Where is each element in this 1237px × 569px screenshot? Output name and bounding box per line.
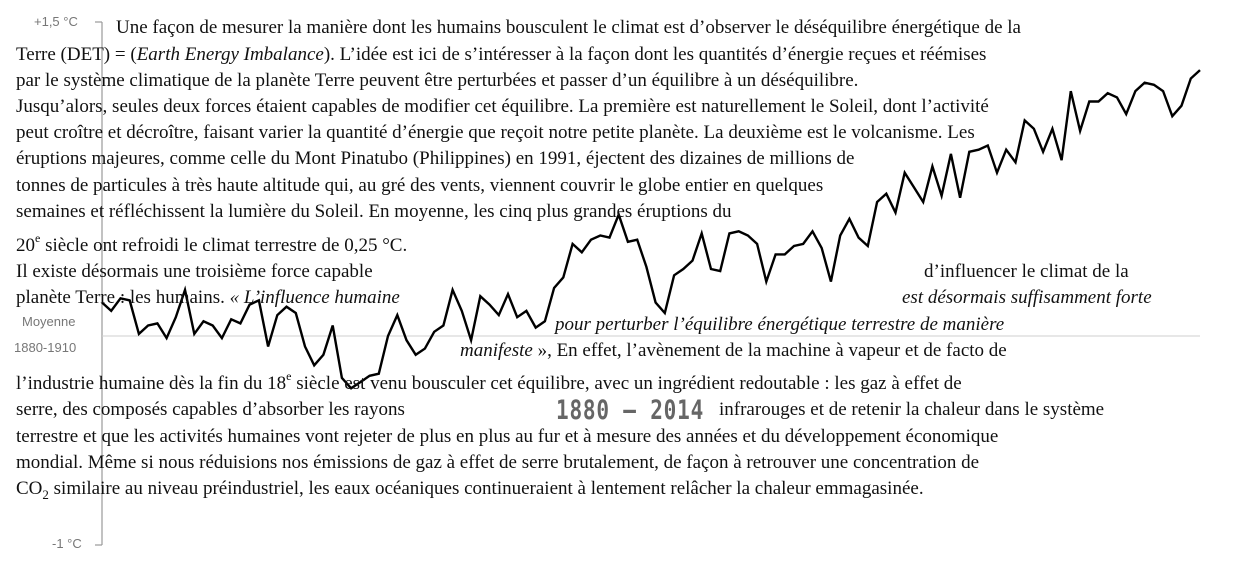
text-line-8: semaines et réfléchissent la lumière du Soleil. En moyenne, les cinq plus grandes éruptions du xyxy=(16,201,732,222)
text-line-11b: est désormais suffisamment forte xyxy=(902,287,1152,308)
text-line-5: peut croître et décroître, faisant varier la quantité d’énergie que reçoit notre petite planète. La deuxième est le volcanisme. Les xyxy=(16,122,975,143)
text-line-10a: Il existe désormais une troisième force capable xyxy=(16,261,373,282)
baseline-label-moyenne: Moyenne xyxy=(22,314,76,329)
text-line-15a: serre, des composés capables d’absorber les rayons xyxy=(16,399,405,420)
text-line-11a: planète Terre : les humains. « L’influence humaine xyxy=(16,287,400,308)
text-line-9: 20e siècle ont refroidi le climat terrestre de 0,25 °C. xyxy=(16,230,408,256)
text-line-7: tonnes de particules à très haute altitude qui, au gré des vents, viennent couvrir le globe entier en quelques xyxy=(16,175,824,196)
text-line-2: Terre (DET) = (Earth Energy Imbalance). L’idée est ici de s’intéresser à la façon dont les quantités d’énergie reçues et réémises xyxy=(16,44,987,65)
text-line-6: éruptions majeures, comme celle du Mont Pinatubo (Philippines) en 1991, éjectent des dizaines de millions de xyxy=(16,148,855,169)
text-line-4: Jusqu’alors, seules deux forces étaient capables de modifier cet équilibre. La première est naturellement le Soleil, dont l’activité xyxy=(16,96,989,117)
baseline-label-period: 1880-1910 xyxy=(14,340,77,355)
text-line-16: terrestre et que les activités humaines vont rejeter de plus en plus au fur et à mesure des années et du développement économique xyxy=(16,426,999,447)
text-line-10b: d’influencer le climat de la xyxy=(924,261,1129,282)
text-line-3: par le système climatique de la planète Terre peuvent être perturbées et passer d’un équilibre à un déséquilibre. xyxy=(16,70,859,91)
text-line-14: l’industrie humaine dès la fin du 18e siècle est venu bousculer cet équilibre, avec un ingrédient redoutable : les gaz à effet de xyxy=(16,368,962,394)
text-line-13: manifeste », En effet, l’avènement de la machine à vapeur et de facto de xyxy=(460,340,1007,361)
text-line-1: Une façon de mesurer la manière dont les humains bousculent le climat est d’observer le déséquilibre énergétique de la xyxy=(116,17,1021,38)
y-tick-bottom-label: -1 °C xyxy=(52,536,82,551)
y-tick-top-label: +1,5 °C xyxy=(34,14,78,29)
chart-title-years: 1880 – 2014 xyxy=(556,395,705,426)
text-line-12: pour perturber l’équilibre énergétique terrestre de manière xyxy=(555,314,1005,335)
text-line-17: mondial. Même si nous réduisions nos émissions de gaz à effet de serre brutalement, de façon à retrouver une concentration de xyxy=(16,452,980,473)
text-line-15b: infrarouges et de retenir la chaleur dans le système xyxy=(719,399,1105,420)
text-line-18: $CO_2$ similaire au niveau préindustriel, les eaux océaniques continueraient à lentement relâcher la chaleur emmagasinée. xyxy=(16,478,924,502)
